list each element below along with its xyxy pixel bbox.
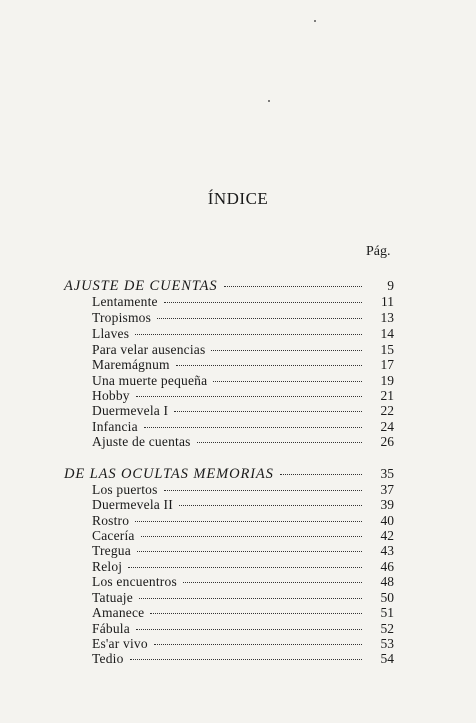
dot-leader [128, 567, 362, 568]
entry-title: Duermevela I [92, 403, 169, 418]
entry-title: Rostro [92, 513, 130, 528]
entry-page: 22 [380, 403, 394, 418]
dot-leader [137, 551, 362, 552]
dot-leader [154, 644, 362, 645]
dot-leader [224, 286, 362, 287]
dot-leader [136, 629, 362, 630]
section-heading-page: 35 [380, 466, 394, 481]
toc-entry [92, 559, 394, 574]
entry-title: Los puertos [92, 482, 158, 497]
entry-page: 40 [380, 513, 394, 528]
dot-leader [141, 536, 362, 537]
section-heading [64, 466, 394, 481]
entry-page: 24 [380, 419, 394, 434]
section-heading-page: 9 [387, 278, 394, 293]
entry-title: Cacería [92, 528, 135, 543]
toc-entry [92, 590, 394, 605]
entry-title: Duermevela II [92, 497, 173, 512]
entry-title: Hobby [92, 388, 130, 403]
dot-leader [135, 521, 362, 522]
entry-title: Tropismos [92, 310, 152, 325]
entry-title: Lentamente [92, 294, 158, 309]
toc-entry [92, 497, 394, 512]
entry-page: 48 [380, 574, 394, 589]
dot-leader [135, 334, 362, 335]
toc-entry [92, 621, 394, 636]
entry-page: 54 [380, 651, 394, 666]
entry-page: 50 [380, 590, 394, 605]
dot-leader [211, 350, 362, 351]
section-heading-label: AJUSTE DE CUENTAS [64, 278, 218, 294]
toc-entry [92, 388, 394, 403]
entry-page: 19 [380, 373, 394, 388]
dot-leader [280, 474, 362, 475]
entry-title: Para velar ausencias [92, 342, 206, 357]
entry-page: 43 [380, 543, 394, 558]
entry-page: 53 [380, 636, 394, 651]
entry-page: 15 [380, 342, 394, 357]
toc-entry [92, 636, 394, 651]
toc-entry [92, 419, 394, 434]
entry-title: Una muerte pequeña [92, 373, 208, 388]
entry-title: Fábula [92, 621, 130, 636]
toc-entry [92, 513, 394, 528]
dot-leader [183, 582, 362, 583]
entry-title: Infancia [92, 419, 138, 434]
toc-entry [92, 342, 394, 357]
toc-entry [92, 373, 394, 388]
entry-page: 37 [380, 482, 394, 497]
dot-leader [213, 381, 362, 382]
entry-title: Ajuste de cuentas [92, 434, 191, 449]
entry-title: Los encuentros [92, 574, 177, 589]
toc-entry [92, 482, 394, 497]
toc-entry [92, 310, 394, 325]
entry-page: 21 [380, 388, 394, 403]
toc-entry [92, 605, 394, 620]
entry-title: Maremágnum [92, 357, 170, 372]
paper-speck [268, 100, 270, 102]
entry-page: 13 [380, 310, 394, 325]
dot-leader [157, 318, 362, 319]
entry-page: 52 [380, 621, 394, 636]
toc-entry [92, 294, 394, 309]
dot-leader [144, 427, 362, 428]
toc-entry [92, 326, 394, 341]
entry-title: Tatuaje [92, 590, 133, 605]
paper-speck [314, 20, 316, 22]
dot-leader [197, 442, 362, 443]
entry-page: 17 [380, 357, 394, 372]
toc-entry [92, 574, 394, 589]
entry-title: Amanece [92, 605, 145, 620]
entry-page: 11 [381, 294, 394, 309]
entry-title: Tedio [92, 651, 124, 666]
toc-entry [92, 357, 394, 372]
dot-leader [139, 598, 362, 599]
section-heading-label: DE LAS OCULTAS MEMORIAS [64, 466, 274, 482]
dot-leader [164, 302, 362, 303]
toc-entry [92, 543, 394, 558]
entry-page: 39 [380, 497, 394, 512]
dot-leader [136, 396, 362, 397]
toc-entry [92, 528, 394, 543]
toc-entry [92, 403, 394, 418]
entry-page: 14 [380, 326, 394, 341]
toc-entry [92, 434, 394, 449]
index-title: ÍNDICE [207, 189, 269, 208]
entry-page: 42 [380, 528, 394, 543]
entry-page: 26 [380, 434, 394, 449]
entry-page: 46 [380, 559, 394, 574]
section-heading [64, 278, 394, 293]
toc-entry [92, 651, 394, 666]
entry-title: Reloj [92, 559, 123, 574]
page-column-header: Pág. [366, 244, 391, 259]
entry-title: Llaves [92, 326, 130, 341]
dot-leader [174, 411, 362, 412]
dot-leader [150, 613, 362, 614]
entry-page: 51 [380, 605, 394, 620]
dot-leader [130, 659, 362, 660]
dot-leader [176, 365, 362, 366]
dot-leader [164, 490, 362, 491]
entry-title: Tregua [92, 543, 131, 558]
entry-title: Es'ar vivo [92, 636, 148, 651]
dot-leader [179, 505, 362, 506]
